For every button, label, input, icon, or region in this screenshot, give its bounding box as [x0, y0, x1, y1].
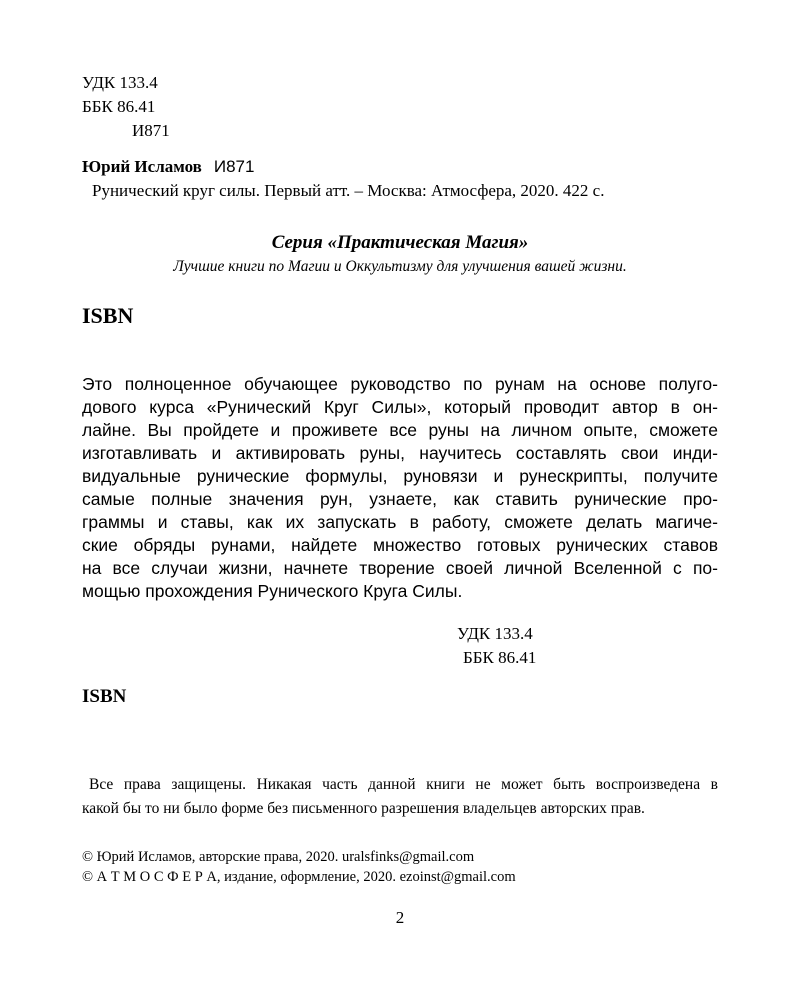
series-title: Серия «Практическая Магия» [271, 232, 529, 253]
bbk-code: ББК 86.41 [463, 648, 537, 667]
udk-block-top [82, 71, 170, 143]
author-name: Юрий Исламов [82, 157, 202, 176]
annotation-line: лайне. Вы пройдете и проживете все руны на личном опыте, сможете [82, 420, 718, 440]
bibliographic-description: Рунический круг силы. Первый атт. – Москва: Атмосфера, 2020. 422 с. [92, 181, 605, 200]
annotation-line: дового курса «Рунический Круг Силы», который проводит автор в он- [82, 397, 718, 417]
annotation-line: ские обряды рунами, найдете множество готовых рунических ставов [82, 535, 718, 555]
annotation-paragraph [82, 373, 718, 603]
annotation-line: самые полные значения рун, узнаете, как ставить рунические про- [82, 489, 718, 509]
bbk-code: ББК 86.41 [82, 97, 156, 116]
udk-code: УДК 133.4 [457, 624, 533, 643]
author-mark: И871 [132, 121, 170, 140]
author-mark-inline: И871 [213, 157, 255, 176]
copyright-line-publisher: © А Т М О С Ф Е Р А, издание, оформление, 2020. ezoinst@gmail.com [82, 869, 516, 885]
annotation-line: на все случаи жизни, начнете творение своей личной Вселенной с по- [82, 558, 718, 578]
annotation-line: мощью прохождения Рунического Круга Силы. [82, 581, 463, 601]
rights-notice [82, 773, 718, 821]
author-line [82, 156, 254, 178]
annotation-line: Это полноценное обучающее руководство по рунам на основе полуго- [82, 374, 718, 394]
page-number: 2 [395, 908, 405, 927]
isbn-label-bottom: ISBN [82, 686, 127, 707]
series-subtitle: Лучшие книги по Магии и Оккультизму для улучшения вашей жизни. [173, 258, 627, 275]
udk-block-right [457, 622, 536, 670]
annotation-line: граммы и ставы, как их запускать в работу, сможете делать магиче- [82, 512, 718, 532]
udk-code: УДК 133.4 [82, 73, 158, 92]
annotation-line: изготавливать и активировать руны, научитесь составлять свои инди- [82, 443, 718, 463]
copyright-block [82, 847, 516, 887]
annotation-line: видуальные рунические формулы, руновязи и рунескрипты, получите [82, 466, 718, 486]
rights-line: какой бы то ни было форме без письменного разрешения владельцев авторских прав. [82, 800, 645, 817]
isbn-label-top: ISBN [82, 303, 134, 328]
copyright-line-author: © Юрий Исламов, авторские права, 2020. uralsfinks@gmail.com [82, 849, 475, 865]
rights-line: Все права защищены. Никакая часть данной книги не может быть воспроизведена в [89, 776, 718, 793]
